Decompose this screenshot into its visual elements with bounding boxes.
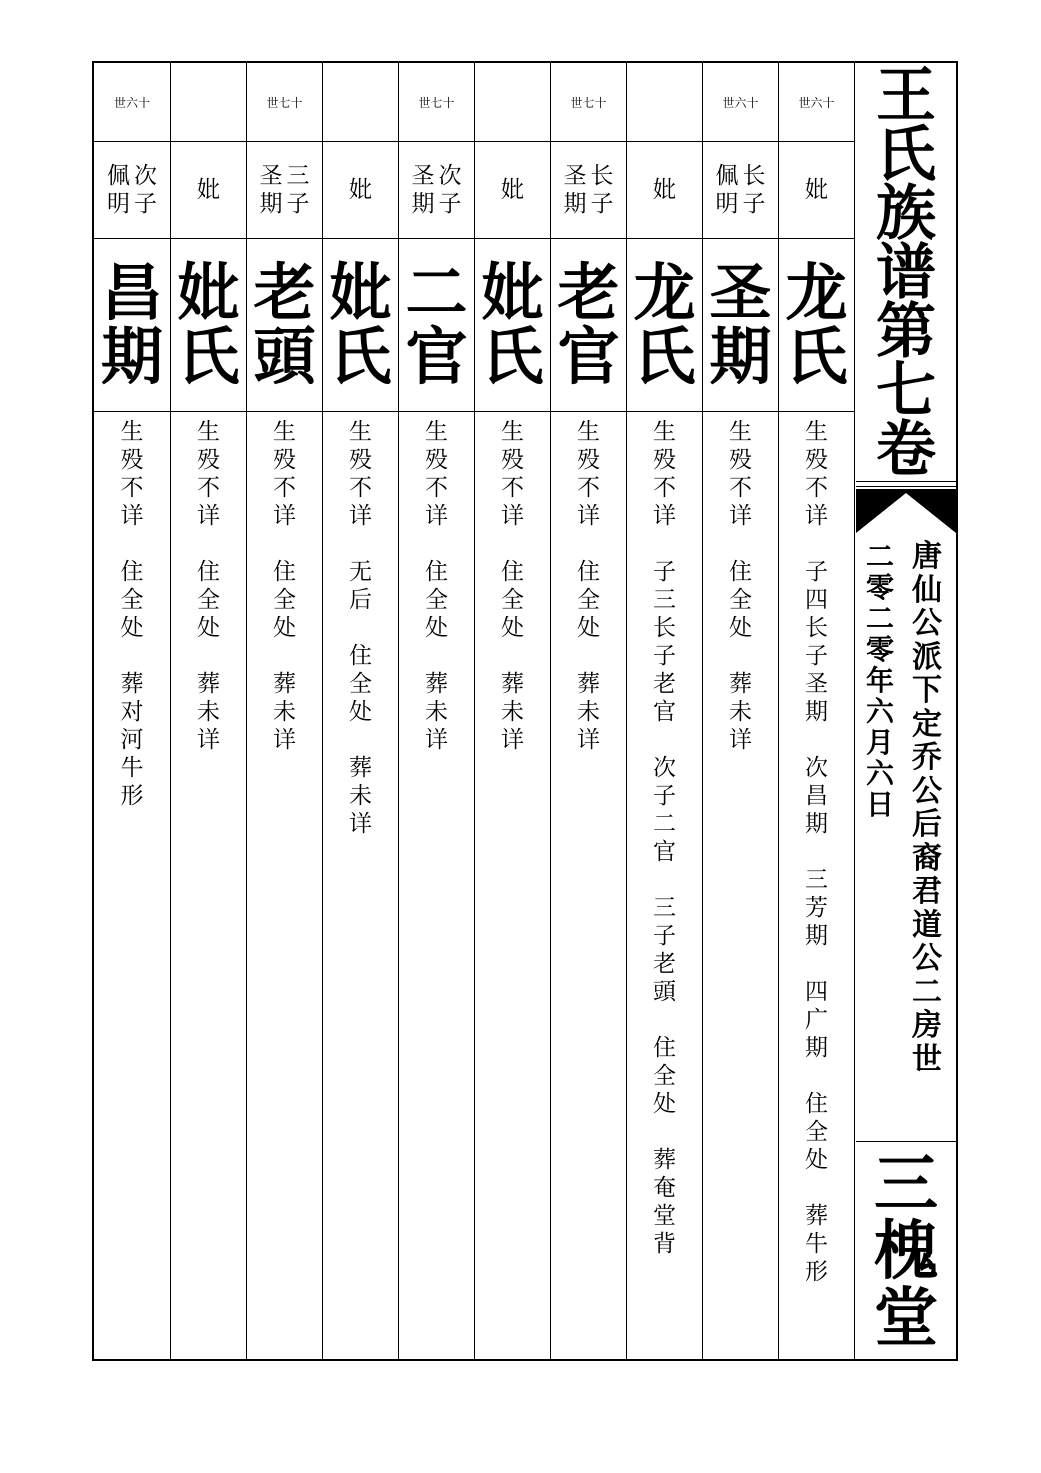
note-line: 次 子 二 官 [653,755,676,865]
note-stack [653,418,676,1258]
notes [323,418,398,838]
genealogy-column [551,63,627,1359]
relation-cell [94,141,170,239]
spouse-label: 妣 [349,176,372,203]
generation-label: 世七十 [399,63,474,142]
note-line: 三 芳 期 [805,867,828,949]
relation-cell [323,141,398,239]
genealogy-column [475,63,551,1359]
note-line: 住 全 处 [349,643,372,725]
relation-cell [551,141,626,239]
notes [779,418,854,1286]
person-name: 妣 氏 [481,255,544,393]
note-line: 生 殁 不 详 [805,419,828,529]
spouse-label: 妣 [653,176,676,203]
note-stack [501,418,524,754]
generation-label: 世六十 [703,63,778,142]
generation-label: 世六十 [779,63,854,142]
divider [856,486,956,487]
note-line: 生 殁 不 详 [120,419,144,529]
note-line: 葬 未 详 [197,671,220,753]
note-line: 生 殁 不 详 [349,419,372,529]
relation-cell [399,141,474,239]
note-stack [121,418,144,810]
compile-date: 二 零 二 零 年 六 月 六 日 [865,540,894,821]
relation-cell [171,141,246,239]
note-line: 葬 未 详 [577,671,600,753]
genealogy-column [703,63,779,1359]
generation-label [323,63,398,142]
name-cell [247,238,322,412]
hall-name: 三 槐 堂 [874,1147,938,1356]
spouse-label: 妣 [197,176,220,203]
name-cell [703,238,778,412]
notes [247,418,322,754]
relation-cell [247,141,322,239]
relation-label: 长 子 佩 明 [715,162,766,217]
notes [703,418,778,754]
note-line: 生 殁 不 详 [577,419,600,529]
divider [856,481,956,482]
genealogy-column [627,63,703,1359]
note-line: 住 全 处 [120,559,144,641]
person-name: 圣 期 [709,255,772,393]
name-cell [475,238,550,412]
note-line: 四 广 期 [805,979,828,1061]
person-name: 老 頭 [253,255,316,393]
notes [399,418,474,754]
name-cell [323,238,398,412]
note-line: 生 殁 不 详 [197,419,220,529]
note-line: 生 殁 不 详 [273,419,296,529]
note-line: 葬 未 详 [349,755,372,837]
note-line: 葬 未 详 [425,671,448,753]
notes [475,418,550,754]
note-line: 生 殁 不 详 [425,419,448,529]
generation-label: 世七十 [551,63,626,142]
relation-label: 次 子 圣 期 [411,162,462,217]
relation-label: 三 子 圣 期 [259,162,310,217]
note-stack [425,418,448,754]
notes [171,418,246,754]
lineage-subtitle: 唐 仙 公 派 下 定 乔 公 后 裔 君 道 公 二 房 世 [912,539,942,1077]
note-line: 葬 奄 堂 背 [653,1147,676,1257]
genealogy-column [94,63,171,1359]
notes [551,418,626,754]
relation-cell [779,141,854,239]
chevron-ornament-icon [856,489,956,533]
person-name: 龙 氏 [785,255,848,393]
person-name: 二 官 [405,255,468,393]
title-panel [856,63,956,1359]
note-line: 葬 未 详 [273,671,296,753]
generation-label: 世六十 [94,63,170,142]
note-line: 生 殁 不 详 [501,419,524,529]
genealogy-column [779,63,855,1359]
note-line: 三 子 老 頭 [653,895,676,1005]
note-line: 子 四 长 子 圣 期 [805,559,828,725]
generation-label [627,63,702,142]
genealogy-column [247,63,323,1359]
note-line: 生 殁 不 详 [729,419,752,529]
person-name: 龙 氏 [633,255,696,393]
relation-cell [703,141,778,239]
note-stack [197,418,220,754]
relation-cell [627,141,702,239]
note-line: 葬 对 河 牛 形 [120,671,144,809]
note-stack [349,418,372,838]
name-cell [171,238,246,412]
generation-label [475,63,550,142]
name-cell [551,238,626,412]
note-stack [729,418,752,754]
relation-label: 长 子 圣 期 [563,162,614,217]
note-line: 无 后 [349,559,372,613]
genealogy-column [323,63,399,1359]
note-line: 住 全 处 [273,559,296,641]
divider [856,1141,956,1142]
note-line: 住 全 处 [653,1035,676,1117]
person-name: 妣 氏 [177,255,240,393]
genealogy-page [92,61,958,1361]
name-cell [627,238,702,412]
name-cell [94,238,170,412]
note-line: 住 全 处 [805,1091,828,1173]
name-cell [399,238,474,412]
name-cell [779,238,854,412]
note-line: 住 全 处 [577,559,600,641]
person-name: 妣 氏 [329,255,392,393]
note-line: 次 昌 期 [805,755,828,837]
generation-label: 世七十 [247,63,322,142]
genealogy-column [399,63,475,1359]
note-line: 葬 未 详 [729,671,752,753]
note-line: 住 全 处 [197,559,220,641]
notes [627,418,702,1258]
person-name: 昌 期 [100,255,163,393]
page-title: 王 氏 族 谱 第 七 卷 [876,61,936,485]
note-stack [577,418,600,754]
note-line: 住 全 处 [729,559,752,641]
note-line: 住 全 处 [425,559,448,641]
generation-label [171,63,246,142]
note-stack [273,418,296,754]
note-stack [805,418,828,1286]
note-line: 住 全 处 [501,559,524,641]
relation-cell [475,141,550,239]
spouse-label: 妣 [805,176,828,203]
genealogy-column [171,63,247,1359]
note-line: 葬 牛 形 [805,1203,828,1285]
relation-label: 次 子 佩 明 [107,162,157,217]
note-line: 生 殁 不 详 [653,419,676,529]
note-line: 葬 未 详 [501,671,524,753]
spouse-label: 妣 [501,176,524,203]
note-line: 子 三 长 子 老 官 [653,559,676,725]
notes [94,418,170,810]
person-name: 老 官 [557,255,620,393]
